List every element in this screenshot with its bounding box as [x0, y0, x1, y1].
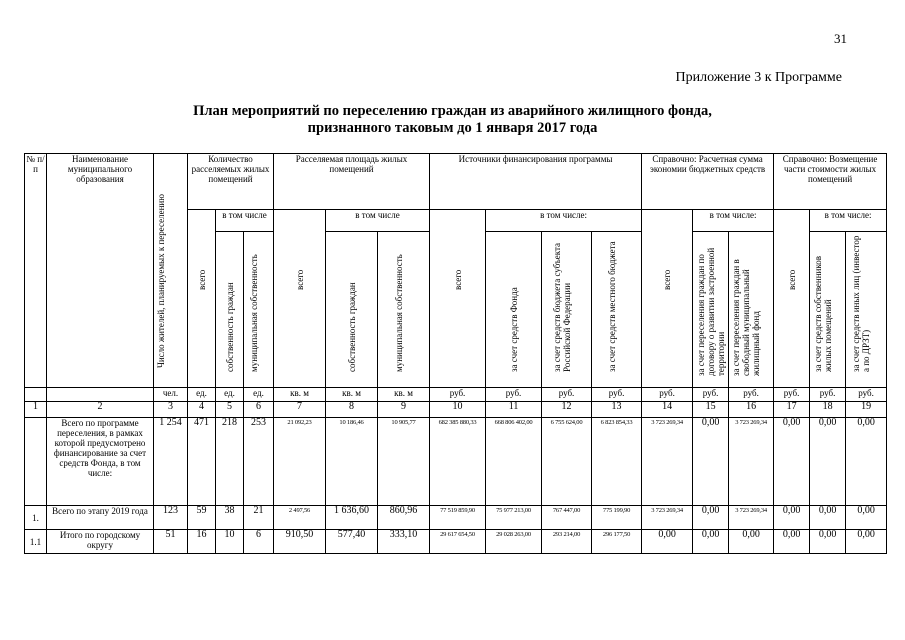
value-cell: 29 617 654,50	[430, 530, 486, 554]
column-number-row	[25, 402, 887, 418]
value-cell: 682 385 880,33	[430, 418, 486, 506]
value-cell: 3 723 269,34	[729, 506, 774, 530]
value-cell: 0,00	[810, 530, 846, 554]
row-number: 1.	[25, 506, 47, 530]
value-cell: 2 497,56	[274, 506, 326, 530]
header-reimb-others: за счет средств иных лиц (инвестор а по ДРЗТ)	[846, 232, 887, 388]
value-cell: 0,00	[810, 418, 846, 506]
header-residents: Число жителей, планируемых к переселению	[154, 154, 188, 388]
header-reimbursement-group: Справочно: Возмещение части стоимости жилых помещений	[774, 154, 887, 210]
row-name: Всего по этапу 2019 года	[47, 506, 154, 530]
value-cell: 1 254	[154, 418, 188, 506]
unit-cell	[47, 388, 154, 402]
column-number: 17	[774, 402, 810, 418]
header-reimb-total: всего	[774, 210, 810, 388]
unit-cell: чел.	[154, 388, 188, 402]
value-cell: 0,00	[774, 506, 810, 530]
header-local-budget: за счет средств местного бюджета	[592, 232, 642, 388]
unit-cell	[25, 388, 47, 402]
header-savings-group: Справочно: Расчетная сумма экономии бюджетных средств	[642, 154, 774, 210]
column-number: 1	[25, 402, 47, 418]
value-cell: 333,10	[378, 530, 430, 554]
column-number: 9	[378, 402, 430, 418]
value-cell: 0,00	[693, 530, 729, 554]
value-cell: 21	[244, 506, 274, 530]
row-name: Итого по городскому округу	[47, 530, 154, 554]
table-row	[25, 506, 887, 530]
header-area-group: Расселяемая площадь жилых помещений	[274, 154, 430, 210]
column-number: 15	[693, 402, 729, 418]
value-cell: 123	[154, 506, 188, 530]
column-number: 3	[154, 402, 188, 418]
row-number	[25, 418, 47, 506]
value-cell: 0,00	[693, 418, 729, 506]
value-cell: 253	[244, 418, 274, 506]
value-cell: 6	[244, 530, 274, 554]
page-number: 31	[834, 31, 847, 46]
value-cell: 0,00	[729, 530, 774, 554]
value-cell: 0,00	[642, 530, 693, 554]
header-count-group: Количество расселяемых жилых помещений	[188, 154, 274, 210]
unit-cell: кв. м	[378, 388, 430, 402]
value-cell: 910,50	[274, 530, 326, 554]
header-sources-group: Источники финансирования программы	[430, 154, 642, 210]
header-area-including: в том числе	[326, 210, 430, 232]
header-count-municipal: муниципальная собственность	[244, 232, 274, 388]
header-row-1	[25, 154, 887, 210]
column-number: 4	[188, 402, 216, 418]
header-savings-free: за счет переселения граждан в свободный муниципальный жилищный фонд	[729, 232, 774, 388]
unit-cell: руб.	[486, 388, 542, 402]
unit-cell: руб.	[774, 388, 810, 402]
column-number: 19	[846, 402, 887, 418]
column-number: 13	[592, 402, 642, 418]
value-cell: 0,00	[774, 530, 810, 554]
resettlement-plan-table	[24, 153, 887, 554]
row-number: 1.1	[25, 530, 47, 554]
unit-cell: руб.	[430, 388, 486, 402]
document-title	[0, 103, 905, 137]
column-number: 18	[810, 402, 846, 418]
value-cell: 10	[216, 530, 244, 554]
header-savings-including: в том числе:	[693, 210, 774, 232]
units-row	[25, 388, 887, 402]
header-area-total: всего	[274, 210, 326, 388]
column-number: 10	[430, 402, 486, 418]
row-name: Всего по программе переселения, в рамках которой предусмотрено финансирование за счет средств Фонда, в том числе:	[47, 418, 154, 506]
value-cell: 0,00	[774, 418, 810, 506]
value-cell: 293 214,00	[542, 530, 592, 554]
column-number: 2	[47, 402, 154, 418]
value-cell: 16	[188, 530, 216, 554]
header-reimb-owners: за счет средств собственников жилых помещений	[810, 232, 846, 388]
header-count-including: в том числе	[216, 210, 274, 232]
column-number: 6	[244, 402, 274, 418]
value-cell: 0,00	[693, 506, 729, 530]
table-row	[25, 418, 887, 506]
column-number: 8	[326, 402, 378, 418]
header-savings-total: всего	[642, 210, 693, 388]
value-cell: 0,00	[810, 506, 846, 530]
header-municipality: Наименование муниципального образования	[47, 154, 154, 388]
header-count-citizens: собственность граждан	[216, 232, 244, 388]
value-cell: 577,40	[326, 530, 378, 554]
header-reimb-including: в том числе:	[810, 210, 887, 232]
header-area-citizens: собственность граждан	[326, 232, 378, 388]
unit-cell: руб.	[592, 388, 642, 402]
value-cell: 51	[154, 530, 188, 554]
unit-cell: ед.	[216, 388, 244, 402]
column-number: 12	[542, 402, 592, 418]
value-cell: 471	[188, 418, 216, 506]
value-cell: 10 905,77	[378, 418, 430, 506]
unit-cell: ед.	[188, 388, 216, 402]
title-line-2: признанного таковым до 1 января 2017 года	[307, 120, 598, 136]
value-cell: 296 177,50	[592, 530, 642, 554]
value-cell: 1 636,60	[326, 506, 378, 530]
unit-cell: руб.	[810, 388, 846, 402]
unit-cell: руб.	[642, 388, 693, 402]
header-sources-total: всего	[430, 210, 486, 388]
header-subject-budget: за счет средств бюджета субъекта Российской Федерации	[542, 232, 592, 388]
column-number: 16	[729, 402, 774, 418]
value-cell: 3 723 269,34	[642, 506, 693, 530]
header-num: № п/п	[25, 154, 47, 388]
value-cell: 668 806 402,00	[486, 418, 542, 506]
value-cell: 38	[216, 506, 244, 530]
header-area-municipal: муниципальная собственность	[378, 232, 430, 388]
unit-cell: кв. м	[326, 388, 378, 402]
value-cell: 0,00	[846, 418, 887, 506]
unit-cell: руб.	[729, 388, 774, 402]
unit-cell: ед.	[244, 388, 274, 402]
header-count-total: всего	[188, 210, 216, 388]
value-cell: 6 755 624,00	[542, 418, 592, 506]
value-cell: 77 519 859,90	[430, 506, 486, 530]
value-cell: 21 092,23	[274, 418, 326, 506]
value-cell: 0,00	[846, 530, 887, 554]
header-sources-including: в том числе:	[486, 210, 642, 232]
value-cell: 767 447,00	[542, 506, 592, 530]
value-cell: 29 028 263,00	[486, 530, 542, 554]
appendix-label: Приложение 3 к Программе	[675, 70, 842, 85]
value-cell: 0,00	[846, 506, 887, 530]
column-number: 14	[642, 402, 693, 418]
value-cell: 75 977 213,00	[486, 506, 542, 530]
unit-cell: руб.	[693, 388, 729, 402]
value-cell: 6 823 854,33	[592, 418, 642, 506]
value-cell: 775 199,90	[592, 506, 642, 530]
value-cell: 3 723 269,34	[642, 418, 693, 506]
column-number: 11	[486, 402, 542, 418]
title-line-1: План мероприятий по переселению граждан из аварийного жилищного фонда,	[193, 103, 712, 119]
unit-cell: кв. м	[274, 388, 326, 402]
header-savings-contract: за счет переселения граждан по договору о развитии застроенной территории	[693, 232, 729, 388]
unit-cell: руб.	[542, 388, 592, 402]
value-cell: 860,96	[378, 506, 430, 530]
value-cell: 218	[216, 418, 244, 506]
table-row	[25, 530, 887, 554]
unit-cell: руб.	[846, 388, 887, 402]
value-cell: 59	[188, 506, 216, 530]
header-fund: за счет средств Фонда	[486, 232, 542, 388]
value-cell: 10 186,46	[326, 418, 378, 506]
column-number: 7	[274, 402, 326, 418]
column-number: 5	[216, 402, 244, 418]
value-cell: 3 723 269,34	[729, 418, 774, 506]
